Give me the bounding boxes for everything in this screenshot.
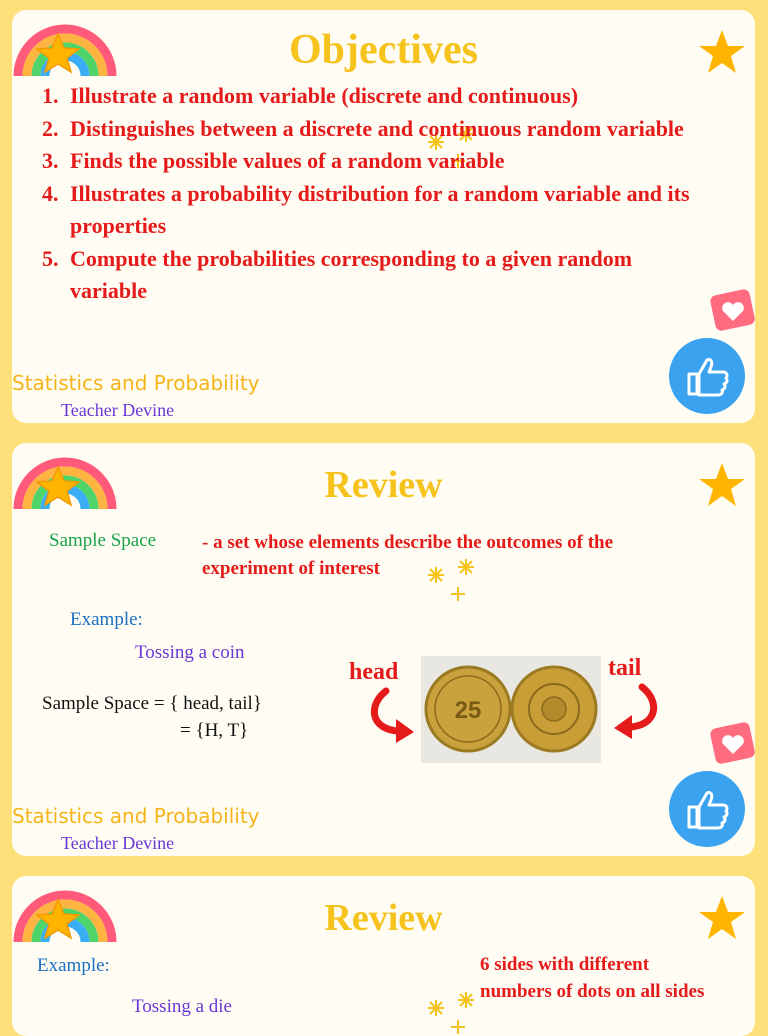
teacher-name: Teacher Devine [61,833,175,853]
list-item: 2. Distinguishes between a discrete and continuous random variable [42,115,684,141]
coin-photo [421,656,601,763]
subject-label: Statistics and Probability [12,371,260,395]
list-item: 4. Illustrates a probability distribution for a random variable and its properties [42,180,690,238]
star-icon [697,894,747,944]
heart-badge-icon [709,288,755,336]
coin-value: 25 [454,697,482,724]
star-icon [697,461,747,511]
example-text: Tossing a coin [135,642,245,663]
die-note: 6 sides with different numbers of dots on all sides [480,954,705,1002]
example-text: Tossing a die [132,996,232,1017]
curved-arrow-icon [608,683,660,743]
objectives-slide [12,10,755,423]
example-label: Example: [37,955,110,976]
thumbs-up-icon [667,336,747,416]
review-slide-coin [12,443,755,856]
list-item: 5. Compute the probabilities corresponding to a given random variable [42,245,633,303]
sparkle-icon [424,988,484,1036]
term-label: Sample Space [49,530,157,551]
sample-space-line-1: Sample Space = { head, tail} [42,693,262,714]
slide-title: Review [324,897,443,939]
example-label: Example: [70,609,143,630]
star-icon [697,28,747,78]
slide-title: Objectives [289,27,478,73]
list-item: 3. Finds the possible values of a random variable [42,148,505,173]
head-label: head [349,659,399,685]
slide-title: Review [324,464,443,506]
list-item: 1. Illustrate a random variable (discrete and continuous) [42,83,579,108]
term-definition: - a set whose elements describe the outcomes of the experiment of interest [202,532,614,579]
curved-arrow-icon [368,687,420,747]
teacher-name: Teacher Devine [61,400,175,420]
tail-label: tail [608,655,642,681]
thumbs-up-icon [667,769,747,849]
objectives-list [42,80,692,308]
heart-badge-icon [709,721,755,769]
subject-label: Statistics and Probability [12,804,260,828]
review-slide-die [12,876,755,1036]
sparkle-icon [424,555,484,605]
sample-space-line-2: = {H, T} [180,720,249,741]
